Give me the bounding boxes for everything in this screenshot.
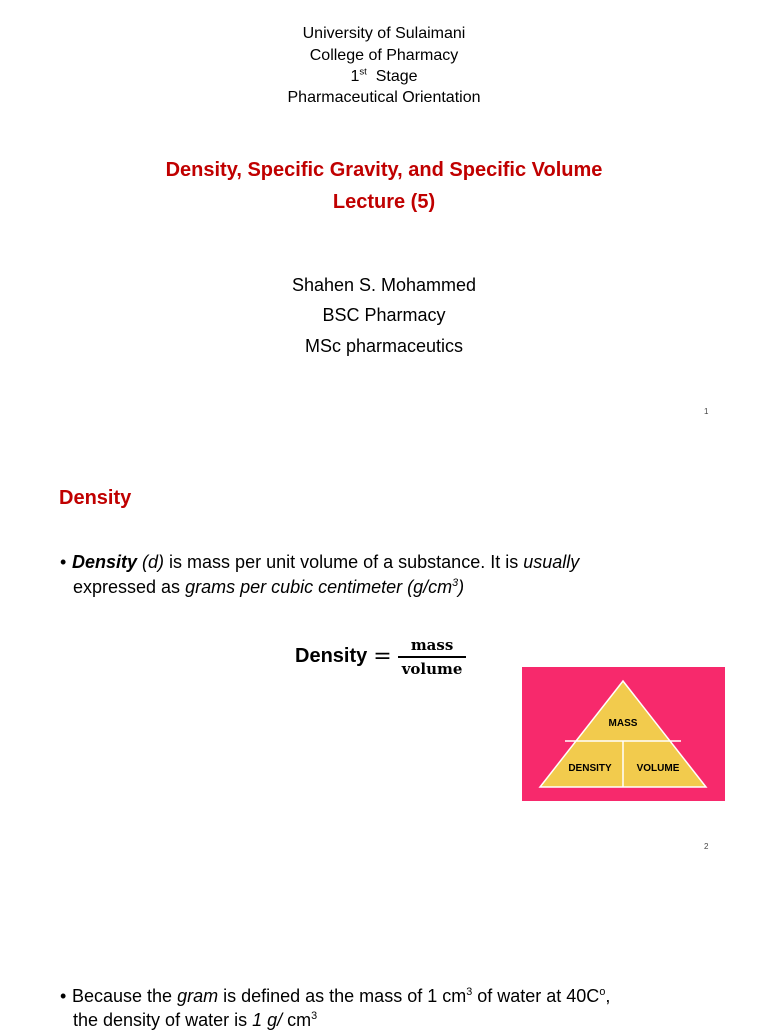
formula-numerator: mass (410, 636, 454, 654)
college-name: College of Pharmacy (309, 47, 459, 64)
diagram-mass-label: MASS (608, 718, 638, 729)
water-text-5: the density of water is (73, 1010, 253, 1030)
water-density-line-2 (73, 1008, 317, 1032)
water-density-sup: 3 (311, 1010, 318, 1022)
lecture-title: Density, Specific Gravity, and Specific Volume (165, 159, 603, 181)
water-cm-sup: 3 (466, 986, 473, 998)
water-text-2: is defined as the mass of 1 cm (218, 986, 467, 1006)
page-number-1: 1 (704, 407, 709, 416)
diagram-density-label: DENSITY (568, 763, 612, 774)
water-gram-term: gram (177, 986, 219, 1006)
formula-fraction (398, 636, 467, 678)
triangle-svg (522, 667, 725, 801)
water-text-1: Because the (72, 986, 178, 1006)
density-formula (295, 636, 466, 678)
author-degree-2: MSc pharmaceutics (304, 336, 464, 356)
diagram-volume-label: VOLUME (636, 763, 680, 774)
definition-text-2: expressed as (73, 577, 186, 597)
formula-label: Density (295, 645, 368, 668)
water-degree-sup: o (599, 986, 606, 998)
stage-line (0, 67, 768, 87)
lecture-number: Lecture (5) (332, 191, 436, 213)
university-name: University of Sulaimani (302, 25, 466, 42)
bullet-dot: • (60, 552, 67, 572)
water-density-unit: cm (282, 1010, 312, 1030)
water-density-value: 1 g/ (252, 1010, 283, 1030)
formula-equals: = (373, 644, 392, 670)
bullet-dot-2: • (60, 986, 67, 1006)
density-heading: Density (59, 487, 132, 509)
unit-phrase: grams per cubic centimeter (g/cm (185, 577, 453, 597)
formula-denominator: volume (401, 659, 463, 678)
density-definition-bullet (60, 550, 579, 574)
unit-close: ) (458, 577, 465, 597)
course-name: Pharmaceutical Orientation (287, 89, 481, 106)
water-text-4: , (605, 986, 611, 1006)
definition-text-1: is mass per unit volume of a substance. It is (164, 552, 524, 572)
page-number-2: 2 (704, 842, 709, 851)
water-density-bullet (60, 984, 610, 1008)
definition-line-2 (73, 575, 464, 599)
density-term: Density (72, 552, 138, 572)
definition-usually: usually (523, 552, 580, 572)
stage-word: Stage (375, 68, 418, 85)
author-degree-1: BSC Pharmacy (322, 305, 446, 325)
density-triangle-diagram (522, 667, 725, 801)
density-symbol: (d) (142, 552, 165, 572)
stage-ordinal: st (359, 66, 367, 78)
author-name: Shahen S. Mohammed (291, 275, 477, 295)
water-text-3: of water at 40C (472, 986, 600, 1006)
unit-superscript: 3 (452, 577, 459, 589)
stage-number: 1 (350, 68, 360, 85)
